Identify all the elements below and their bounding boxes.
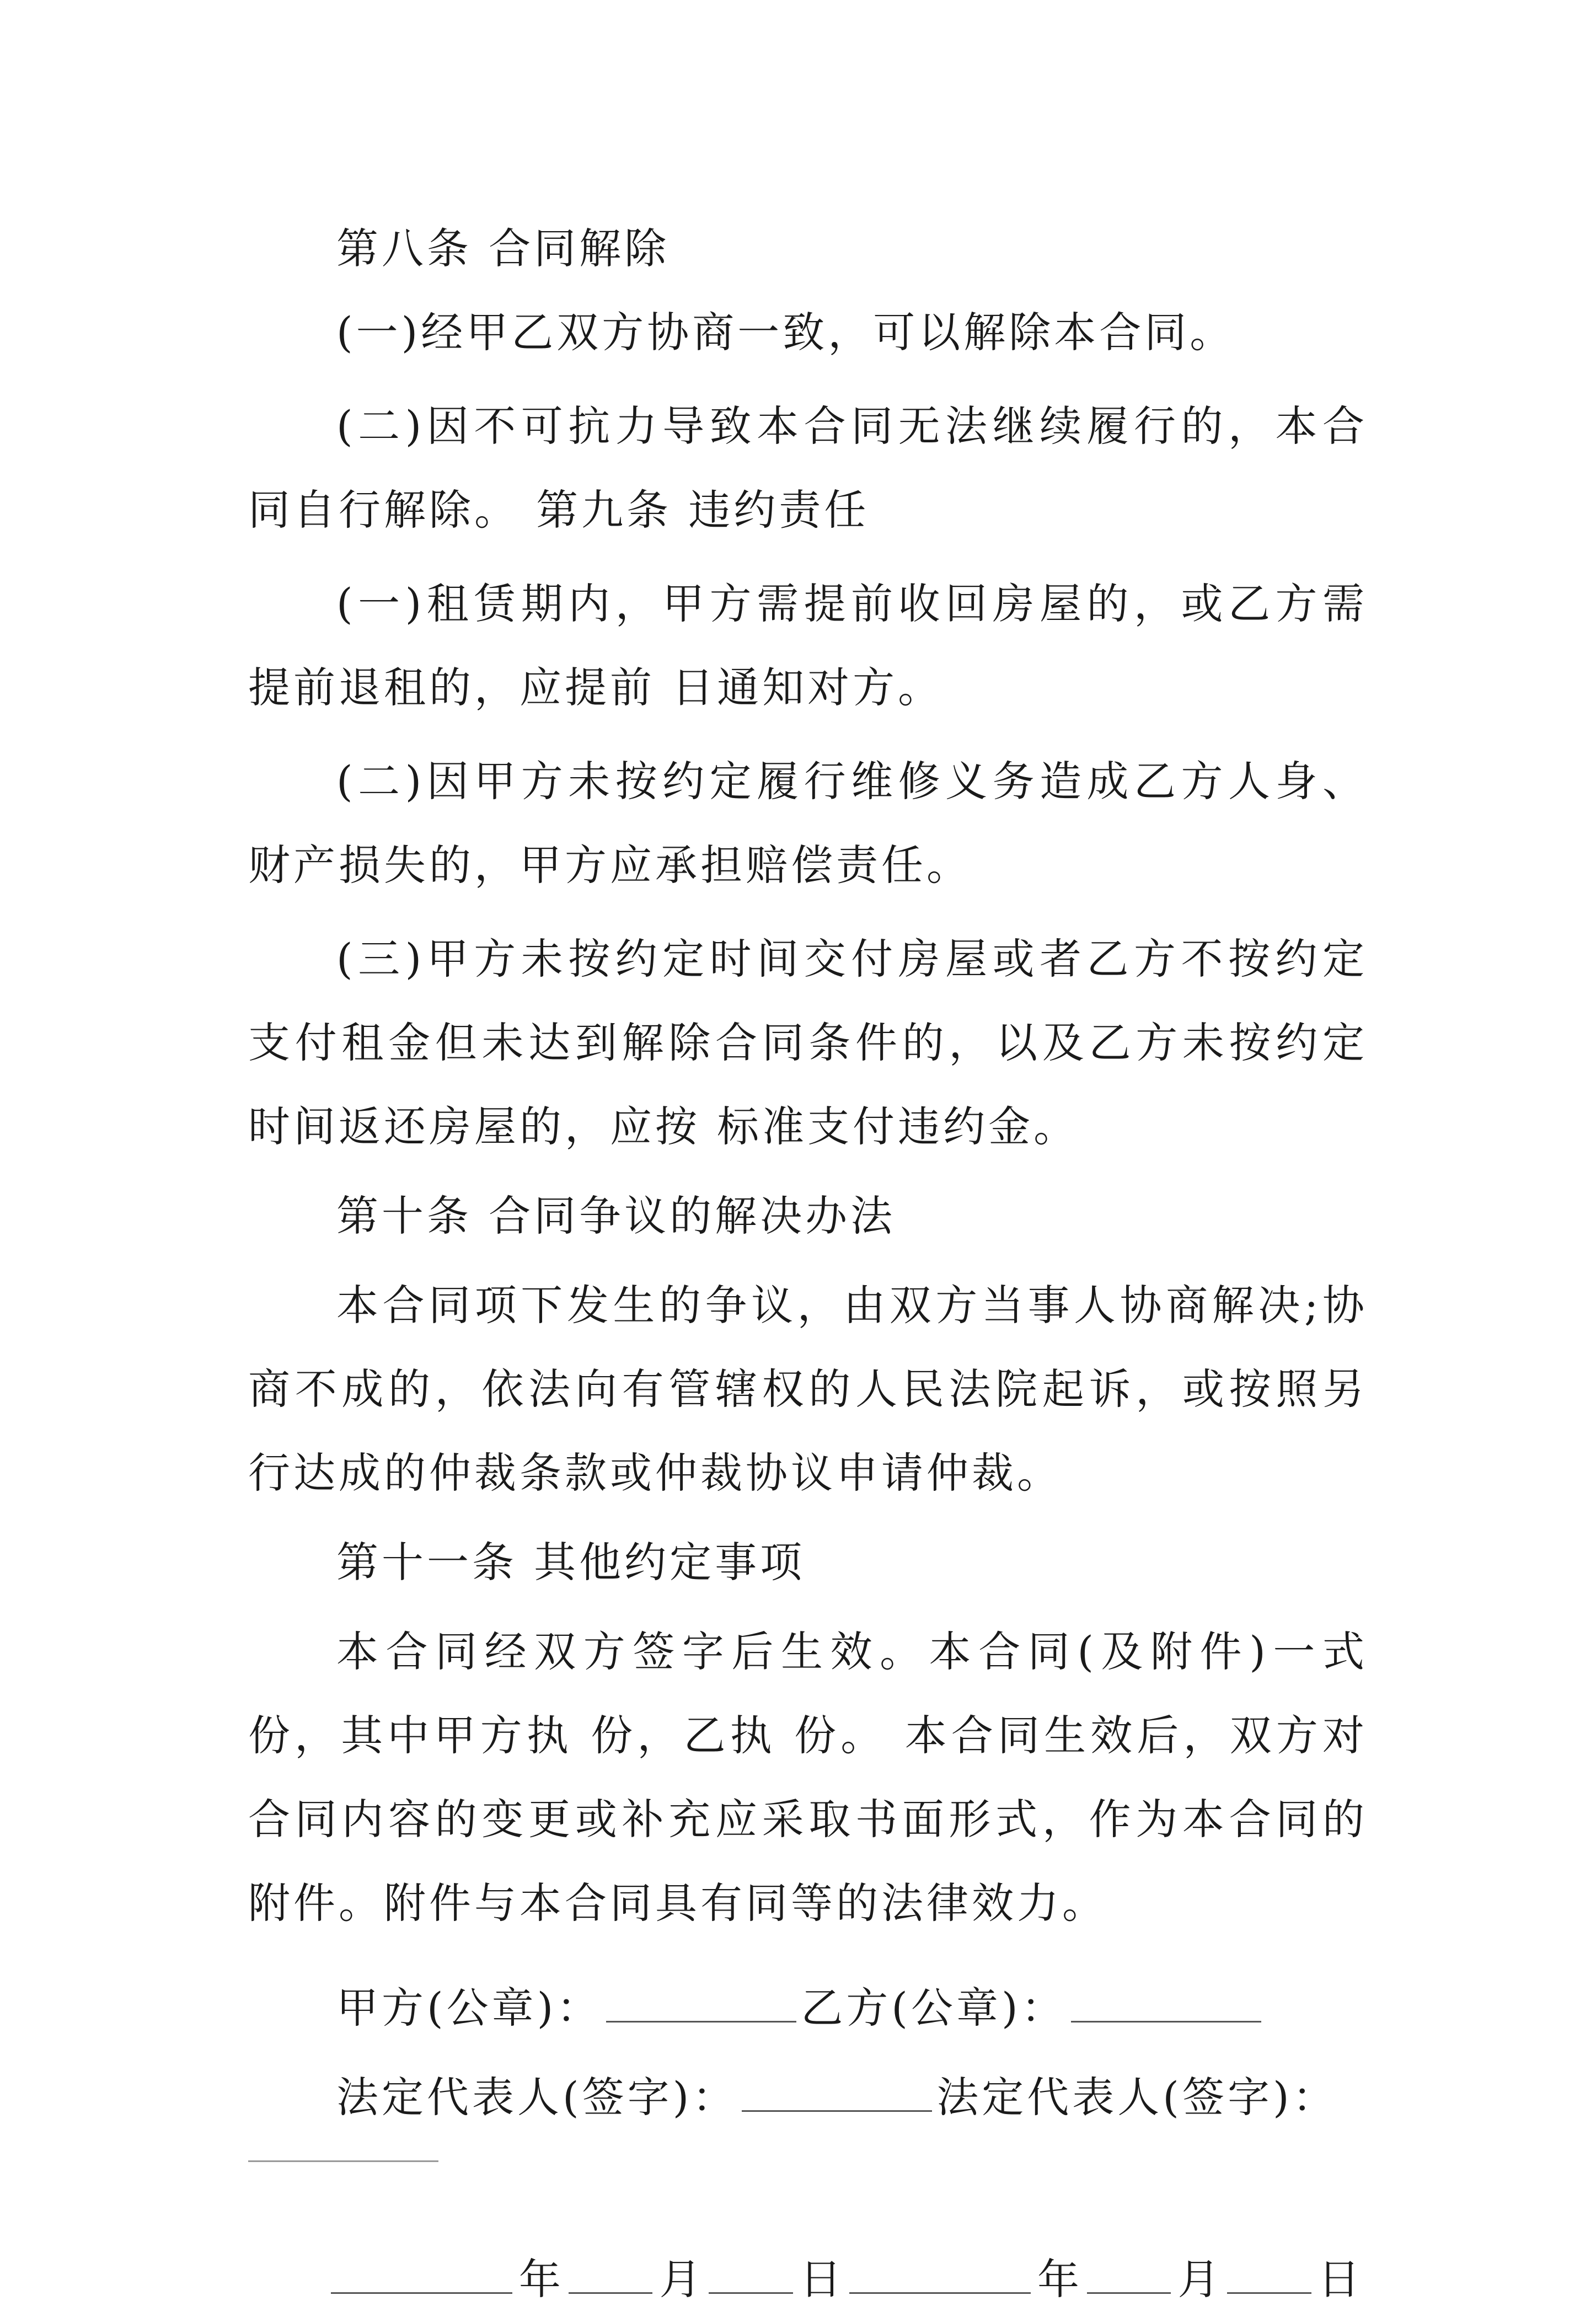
date-b-year-blank [849, 2254, 1031, 2294]
date-a-month-label: 月 [659, 2255, 704, 2304]
article-9-clause-2: (二)因甲方未按约定履行维修义务造成乙方人身、财产损失的，甲方应承担赔偿责任。 [248, 757, 1368, 890]
article-9-clause-3: (三)甲方未按约定时间交付房屋或者乙方不按约定支付租金但未达到解除合同条件的，以及乙方未按约定时间返还房屋的，应按 标准支付违约金。 [248, 934, 1368, 1151]
party-b-seal-blank [1071, 1982, 1261, 2023]
date-a-day-blank [709, 2254, 793, 2294]
date-b-year-label: 年 [1037, 2255, 1081, 2304]
date-line [248, 2222, 1368, 2306]
representative-line [248, 2040, 1368, 2124]
rep-a-blank [742, 2072, 932, 2112]
date-a-day-label: 日 [800, 2255, 844, 2304]
date-a-month-blank [569, 2254, 653, 2294]
party-a-seal-label: 甲方(公章)： [336, 1983, 602, 2032]
article-8-title: 第八条 合同解除 [336, 224, 670, 273]
document-body [248, 207, 1368, 2306]
article-8-clause-1: (一)经甲乙双方协商一致，可以解除本合同。 [336, 308, 1235, 357]
article-10-body: 本合同项下发生的争议，由双方当事人协商解决;协商不成的，依法向有管辖权的人民法院起诉，或按照另行达成的仲裁条款或仲裁协议申请仲裁。 [248, 1281, 1368, 1497]
date-a-year-label: 年 [518, 2255, 563, 2304]
rep-b-blank [248, 2160, 438, 2162]
date-b-day-blank [1227, 2254, 1311, 2294]
date-b-day-label: 日 [1318, 2255, 1363, 2304]
rep-a-label: 法定代表人(签字)： [336, 2073, 738, 2122]
article-8-clause-2: (二)因不可抗力导致本合同无法继续履行的，本合同自行解除。 第九条 违约责任 [248, 402, 1368, 534]
rep-b-label: 法定代表人(签字)： [936, 2073, 1338, 2122]
date-b-month-label: 月 [1177, 2255, 1222, 2304]
article-9-clause-1: (一)租赁期内，甲方需提前收回房屋的，或乙方需提前退租的，应提前 日通知对方。 [248, 579, 1368, 712]
party-a-seal-blank [606, 1982, 796, 2023]
article-11-title: 第十一条 其他约定事项 [336, 1538, 806, 1587]
party-b-seal-label: 乙方(公章)： [801, 1983, 1067, 2032]
rep-b-blank-row [248, 2124, 1368, 2212]
date-b-month-blank [1087, 2254, 1171, 2294]
party-seal-line [248, 1951, 1368, 2035]
date-a-year-blank [331, 2254, 512, 2294]
article-10-title: 第十条 合同争议的解决办法 [336, 1191, 896, 1240]
article-11-body: 本合同经双方签字后生效。本合同(及附件)一式 份，其中甲方执 份，乙执 份。 本合同生效后，双方对合同内容的变更或补充应采取书面形式，作为本合同的附件。附件与本合同具有同等的法律效力。 [248, 1627, 1368, 1928]
